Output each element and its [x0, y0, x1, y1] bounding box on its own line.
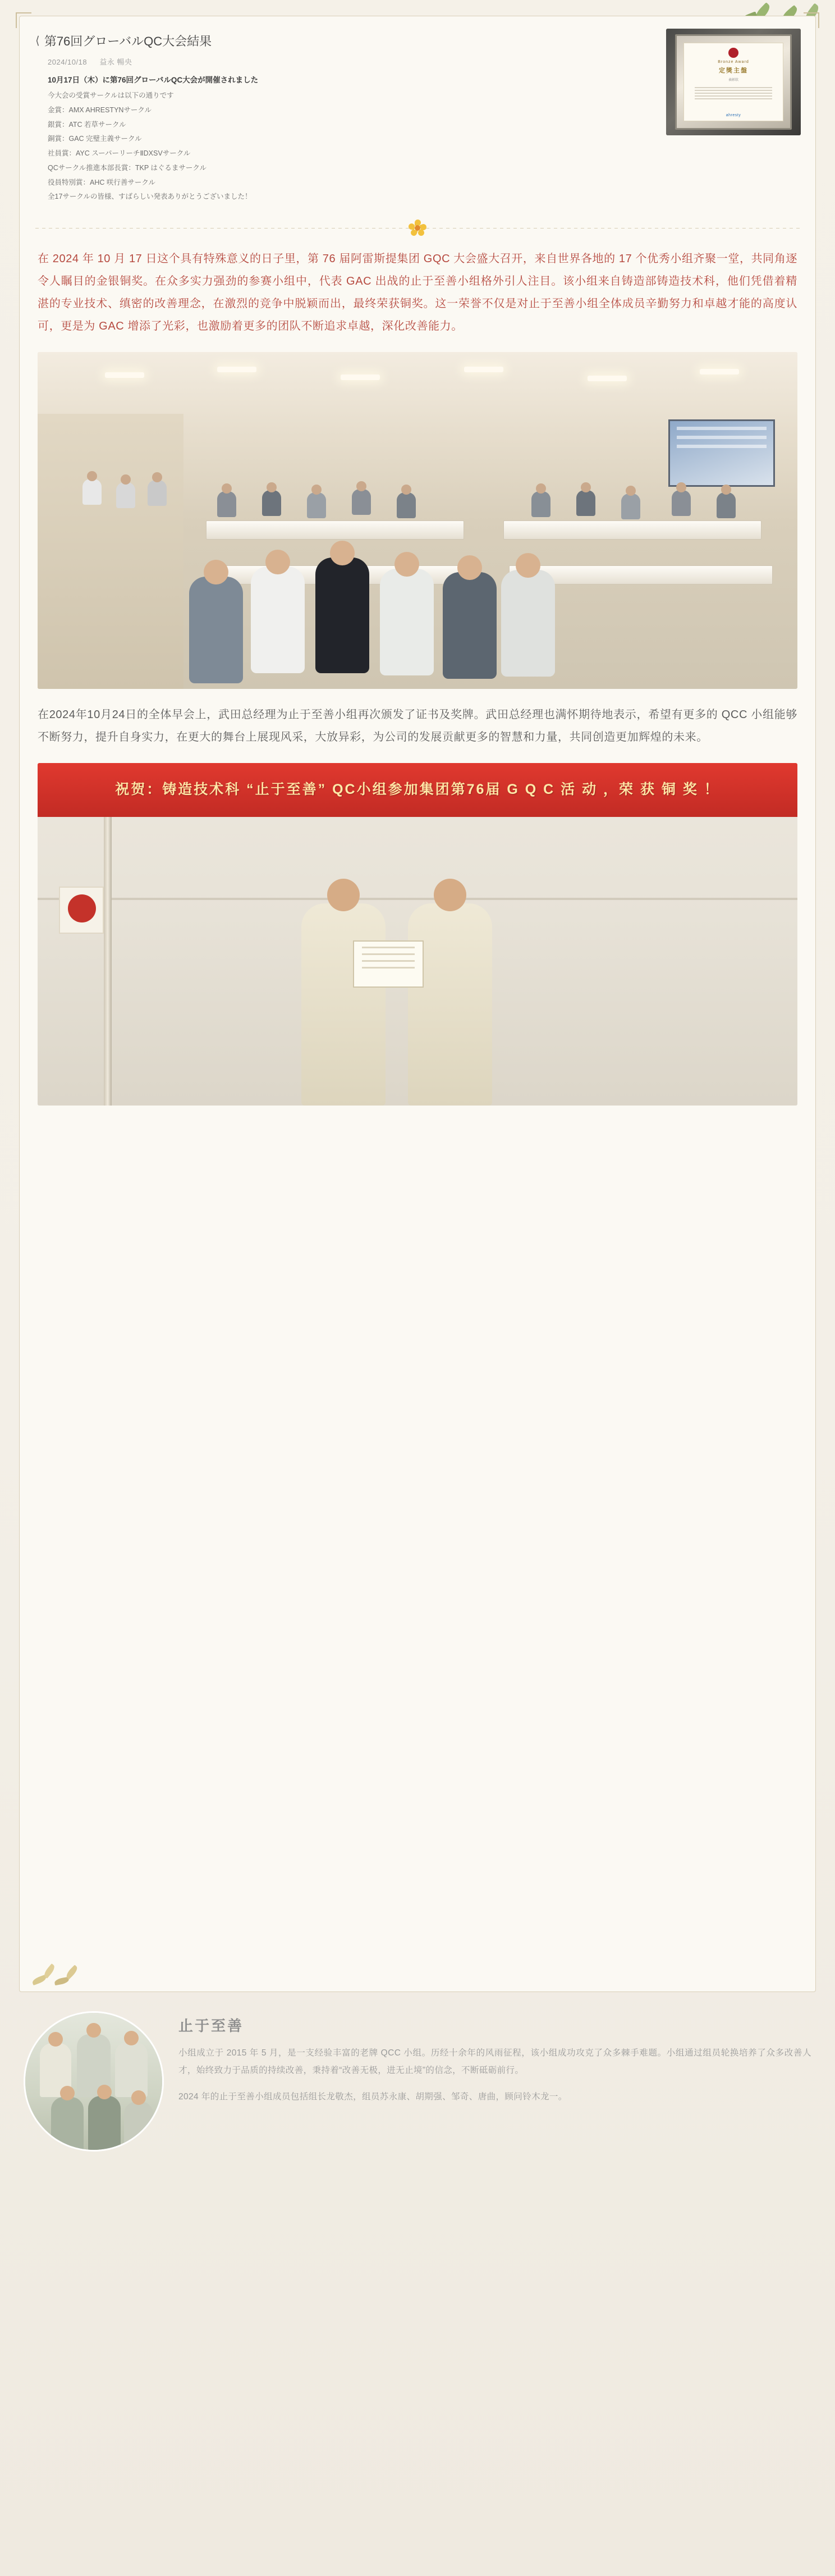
quoted-source-text — [34, 29, 656, 206]
team-group-photo[interactable] — [24, 2011, 164, 2152]
certificate-title: 定獎主盤 — [719, 67, 748, 74]
presentation-screen — [668, 419, 775, 487]
handheld-certificate — [353, 940, 424, 988]
quoted-post-header — [35, 32, 656, 49]
certificate-award-label: Bronze Award — [718, 60, 749, 64]
red-seal-icon — [728, 48, 738, 58]
wall-poster — [59, 887, 104, 934]
quoted-post-title: 第76回グローバルQC大会結果 — [44, 34, 212, 48]
conference-hall-photo[interactable] — [38, 352, 797, 689]
ceremony-person-left — [301, 903, 386, 1106]
quoted-post-author: 益永 暢央 — [99, 58, 132, 66]
quoted-post-line: QCサークル推進本部長賞：TKP はぐるまサークル — [48, 163, 207, 172]
certificate-frame — [675, 34, 792, 130]
quoted-post-line: 金賞：AMX AHRESTYNサークル — [48, 106, 152, 114]
congratulation-banner-text: 祝贺：铸造技术科 “止于至善” QC小组参加集团第76届 G Q C 活 动 ，荣 获 铜 奖 ！ — [115, 782, 720, 798]
ceremony-person-right — [408, 903, 492, 1106]
ceremony-wall-line — [38, 898, 797, 900]
certificate-subtitle: 表彰状 — [728, 79, 738, 82]
team-profile-section — [24, 2011, 811, 2152]
chevron-left-icon[interactable]: ⟨ — [35, 34, 40, 47]
congratulation-banner — [38, 763, 797, 817]
quoted-post-meta — [48, 56, 656, 67]
hall-side-wall — [38, 414, 183, 689]
leaf-decoration-bottom — [32, 1961, 82, 1995]
team-profile-paragraph-1: 小组成立于 2015 年 5 月，是一支经验丰富的老牌 QCC 小组。历经十余年的风雨征程，该小组成功攻克了众多棘手难题。小组通过组员轮换培养了众多改善人才，始终致力于品质的持续改善，秉持着“改善无极，进无止境”的信念，不断砥砺前行。 — [178, 2048, 811, 2075]
award-ceremony-photo[interactable] — [38, 763, 797, 1106]
wall-pipe — [104, 817, 112, 1106]
foreground-group — [189, 543, 548, 683]
quoted-post-line: 今大会の受賞サークルは以下の通りです — [48, 92, 174, 99]
quoted-post-line: 銅賞：GAC 完璧主義サークル — [48, 135, 142, 143]
quoted-post-line: 全17サークルの皆様、すばらしい発表ありがとうございました！ — [48, 193, 252, 201]
quoted-post-line: 役員特別賞：AHC 咲行善サークル — [48, 178, 155, 186]
certificate-paper — [683, 43, 783, 121]
team-profile-text — [178, 2011, 811, 2114]
quoted-post-date: 2024/10/18 — [48, 58, 88, 66]
quoted-post-line: 銀賞：ATC 若草サークル — [48, 120, 126, 129]
team-name-title: 止于至善 — [178, 2017, 244, 2034]
body-paragraph-1: 在 2024 年 10 月 17 日这个具有特殊意义的日子里，第 76 届阿雷斯提集团 GQC 大会盛大召开，来自世界各地的 17 个优秀小组齐聚一堂，共同角逐令人瞩目的金银铜奖。在众多实力强劲的参赛小组中，代表 GAC 出战的止于至善小组格外引人注目。该小组来自铸造部铸造技术科，他们凭借着精湛的专业技术、缜密的改善理念，在激烈的竞争中脱颖而出，最终荣获铜奖。这一荣誉不仅是对止于至善小组全体成员辛勤努力和卓越才能的高度认可，更是为 GAC 增添了光彩，也激励着更多的团队不断追求卓越，深化改善能力。 — [38, 253, 797, 332]
body-paragraph-2: 在2024年10月24日的全体早会上，武田总经理为止于至善小组再次颁发了证书及奖牌。武田总经理也满怀期待地表示，希望有更多的 QCC 小组能够不断努力，提升自身实力，在更大的舞台上展现风采，大放异彩，为公司的发展贡献更多的智慧和力量，共同创造更加辉煌的未来。 — [38, 709, 797, 743]
article-card — [19, 16, 816, 1992]
certificate-text-lines — [695, 85, 772, 101]
quoted-post-headline: 10月17日（木）に第76回グローバルQC大会が開催されました — [48, 76, 259, 84]
section-divider — [34, 218, 801, 237]
team-profile-paragraph-2: 2024 年的止于至善小组成员包括组长龙敬杰，组员苏永康、胡期强、邹奇、唐曲，顾问铃木龙一。 — [178, 2092, 567, 2102]
quoted-source-post[interactable] — [34, 29, 801, 206]
poster-seal-icon — [68, 894, 96, 922]
certificate-thumbnail[interactable] — [666, 29, 801, 135]
flower-icon — [408, 220, 427, 236]
quoted-post-line: 社員賞：AYC スーパーリーチⅡDXSVサークル — [48, 149, 191, 157]
certificate-brand: ahresty — [726, 113, 741, 117]
